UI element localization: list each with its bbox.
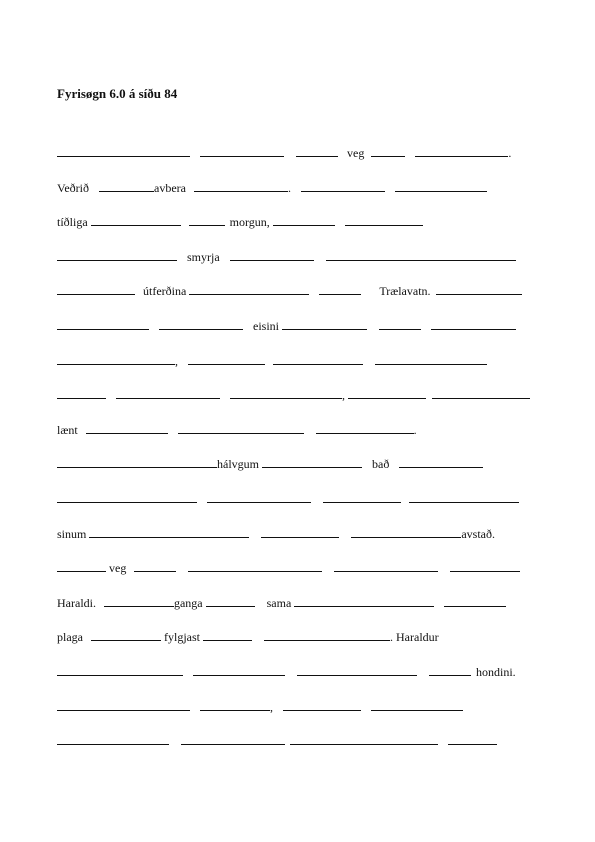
fill-in-blank[interactable]	[409, 491, 519, 503]
fill-in-blank[interactable]	[203, 629, 252, 641]
worksheet-line	[57, 560, 520, 576]
fill-in-blank[interactable]	[316, 422, 414, 434]
fill-in-blank[interactable]	[200, 145, 284, 157]
fill-in-blank[interactable]	[326, 249, 516, 261]
printed-word: . Haraldur	[390, 630, 439, 645]
fill-in-blank[interactable]	[91, 629, 161, 641]
worksheet-line	[57, 145, 511, 161]
printed-word: .	[413, 422, 417, 437]
printed-word: hálvgum	[217, 457, 259, 472]
fill-in-blank[interactable]	[104, 595, 174, 607]
fill-in-blank[interactable]	[262, 456, 362, 468]
fill-in-blank[interactable]	[296, 145, 338, 157]
fill-in-blank[interactable]	[282, 318, 367, 330]
printed-word: útferðina	[143, 284, 187, 299]
fill-in-blank[interactable]	[206, 595, 255, 607]
worksheet-line	[57, 491, 519, 507]
fill-in-blank[interactable]	[230, 249, 314, 261]
printed-word: ,	[175, 353, 178, 368]
fill-in-blank[interactable]	[448, 733, 497, 745]
fill-in-blank[interactable]	[319, 283, 361, 295]
printed-word: Haraldi.	[57, 595, 96, 610]
fill-in-blank[interactable]	[189, 214, 225, 226]
fill-in-blank[interactable]	[429, 664, 471, 676]
fill-in-blank[interactable]	[57, 145, 190, 157]
printed-word: veg	[347, 146, 365, 160]
fill-in-blank[interactable]	[323, 491, 401, 503]
fill-in-blank[interactable]	[297, 664, 417, 676]
fill-in-blank[interactable]	[436, 283, 522, 295]
fill-in-blank[interactable]	[345, 214, 423, 226]
printed-word: ,	[342, 388, 345, 403]
worksheet-line	[57, 456, 483, 472]
fill-in-blank[interactable]	[207, 491, 311, 503]
printed-word: fylgjast	[164, 630, 200, 645]
fill-in-blank[interactable]	[99, 180, 154, 192]
fill-in-blank[interactable]	[116, 387, 220, 399]
fill-in-blank[interactable]	[261, 526, 339, 538]
fill-in-blank[interactable]	[290, 733, 438, 745]
fill-in-blank[interactable]	[57, 699, 190, 711]
fill-in-blank[interactable]	[57, 560, 106, 572]
worksheet-line	[57, 283, 522, 299]
worksheet-line	[57, 387, 530, 403]
fill-in-blank[interactable]	[91, 214, 181, 226]
printed-word: lænt	[57, 422, 78, 437]
fill-in-blank[interactable]	[188, 560, 322, 572]
worksheet-line	[57, 353, 487, 369]
fill-in-blank[interactable]	[379, 318, 421, 330]
worksheet-line	[57, 180, 487, 196]
fill-in-blank[interactable]	[57, 318, 149, 330]
fill-in-blank[interactable]	[200, 699, 270, 711]
printed-word: ganga	[173, 595, 203, 610]
fill-in-blank[interactable]	[432, 387, 530, 399]
printed-word: plaga	[57, 630, 83, 645]
fill-in-blank[interactable]	[193, 664, 285, 676]
printed-word: morgun,	[229, 215, 270, 230]
printed-word: Veðrið	[57, 180, 89, 195]
worksheet-line	[57, 214, 423, 230]
fill-in-blank[interactable]	[351, 526, 461, 538]
printed-word: .	[287, 180, 291, 195]
fill-in-blank[interactable]	[450, 560, 520, 572]
fill-in-blank[interactable]	[348, 387, 426, 399]
printed-word: veg	[109, 561, 127, 576]
fill-in-blank[interactable]	[134, 560, 176, 572]
fill-in-blank[interactable]	[301, 180, 385, 192]
worksheet-line	[57, 629, 439, 645]
fill-in-blank[interactable]	[57, 664, 183, 676]
worksheet-line	[57, 318, 516, 334]
fill-in-blank[interactable]	[57, 387, 106, 399]
worksheet-line	[57, 249, 516, 265]
fill-in-blank[interactable]	[273, 214, 335, 226]
printed-word: ,	[270, 699, 273, 714]
fill-in-blank[interactable]	[399, 456, 483, 468]
fill-in-blank[interactable]	[188, 353, 265, 365]
fill-in-blank[interactable]	[57, 353, 175, 365]
worksheet-line	[57, 526, 495, 542]
fill-in-blank[interactable]	[294, 595, 434, 607]
fill-in-blank[interactable]	[431, 318, 516, 330]
fill-in-blank[interactable]	[86, 422, 168, 434]
printed-word: .	[508, 146, 512, 160]
printed-word: bað	[372, 457, 390, 472]
page-heading: Fyrisøgn 6.0 á síðu 84	[57, 86, 178, 101]
worksheet-line	[57, 422, 417, 438]
fill-in-blank[interactable]	[415, 145, 508, 157]
fill-in-blank[interactable]	[159, 318, 243, 330]
fill-in-blank[interactable]	[89, 526, 249, 538]
fill-in-blank[interactable]	[57, 491, 197, 503]
printed-word: Trælavatn.	[379, 284, 431, 299]
printed-word: avstað.	[461, 526, 495, 541]
printed-word: sama	[266, 595, 292, 610]
printed-word: sinum	[57, 526, 87, 541]
fill-in-blank[interactable]	[371, 699, 463, 711]
fill-in-blank[interactable]	[57, 456, 217, 468]
printed-word: smyrja	[187, 249, 220, 264]
worksheet-line	[57, 595, 506, 611]
printed-word: avbera	[154, 180, 186, 195]
fill-in-blank[interactable]	[395, 180, 487, 192]
fill-in-blank[interactable]	[181, 733, 285, 745]
fill-in-blank[interactable]	[194, 180, 288, 192]
worksheet-line	[57, 699, 463, 715]
worksheet-line	[57, 733, 497, 749]
worksheet-line	[57, 664, 516, 680]
fill-in-blank[interactable]	[57, 283, 135, 295]
fill-in-blank[interactable]	[178, 422, 304, 434]
fill-in-blank[interactable]	[283, 699, 361, 711]
fill-in-blank[interactable]	[264, 629, 390, 641]
fill-in-blank[interactable]	[334, 560, 438, 572]
fill-in-blank[interactable]	[371, 145, 405, 157]
fill-in-blank[interactable]	[57, 249, 177, 261]
fill-in-blank[interactable]	[57, 733, 169, 745]
fill-in-blank[interactable]	[273, 353, 363, 365]
fill-in-blank[interactable]	[189, 283, 309, 295]
fill-in-blank[interactable]	[444, 595, 506, 607]
printed-word: hondini.	[476, 665, 516, 679]
fill-in-blank[interactable]	[375, 353, 487, 365]
printed-word: eisini	[253, 319, 279, 333]
fill-in-blank[interactable]	[230, 387, 342, 399]
printed-word: tíðliga	[57, 215, 88, 230]
